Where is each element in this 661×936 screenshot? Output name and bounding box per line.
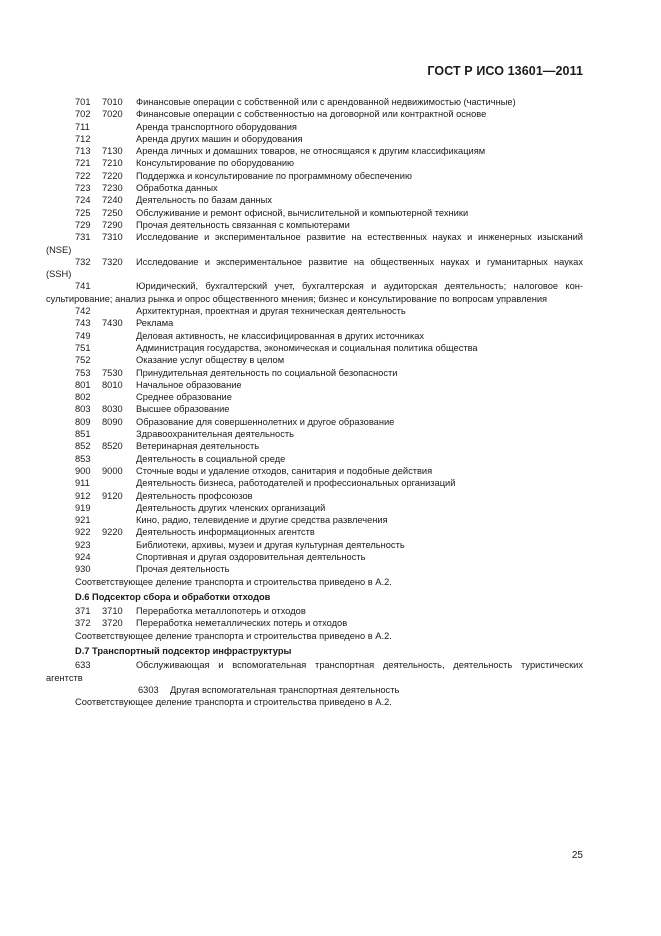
list-item — [46, 133, 583, 145]
activity-description: Деятельность по базам данных — [136, 195, 272, 206]
activity-description: Деятельность других членских организаций — [136, 502, 326, 513]
activity-description: Аренда транспортного оборудования — [136, 121, 297, 132]
activity-description: Обслуживание и ремонт офисной, вычислительной и компьютерной техники — [136, 207, 469, 218]
activity-description: Администрация государства, экономическая и социальная политика общества — [136, 342, 478, 353]
code-3digit: 922 — [75, 527, 91, 538]
code-4digit: 6303 — [138, 684, 159, 695]
code-3digit: 725 — [75, 207, 91, 218]
code-3digit: 851 — [75, 429, 91, 440]
list-item — [46, 502, 583, 514]
list-item — [46, 96, 583, 108]
list-item — [46, 551, 583, 563]
code-4digit: 3710 — [102, 606, 123, 617]
code-4digit: 9120 — [102, 490, 123, 501]
continuation-line: (NSE) — [46, 244, 72, 255]
list-item — [46, 514, 583, 526]
code-3digit: 809 — [75, 416, 91, 427]
code-4digit: 7220 — [102, 170, 123, 181]
list-item-731 — [46, 231, 583, 243]
code-3digit: 372 — [75, 618, 91, 629]
list-item — [46, 108, 583, 120]
code-4digit: 8010 — [102, 379, 123, 390]
page-number: 25 — [571, 850, 583, 861]
activity-description: Сточные воды и удаление отходов, санитария и подобные действия — [136, 465, 433, 476]
code-3digit: 803 — [75, 404, 91, 415]
code-3digit: 711 — [75, 121, 90, 132]
code-4digit: 7010 — [102, 97, 123, 107]
code-3digit: 923 — [75, 539, 91, 550]
code-3digit: 731 — [75, 232, 91, 243]
activity-description: Исследование и экспериментальное развитие на общественных науках и гуманитарных науках — [136, 256, 583, 267]
list-item-633 — [46, 659, 583, 671]
note-paragraph: Соответствующее деление транспорта и строительства приведено в А.2. — [75, 697, 392, 708]
activity-description: Деятельность профсоюзов — [136, 490, 253, 501]
continuation-line: агентств — [46, 672, 83, 683]
activity-description: Финансовые операции с собственностью на договорной или контрактной основе — [136, 109, 487, 120]
list-item — [46, 539, 583, 551]
code-4digit: 7290 — [102, 219, 123, 230]
code-4digit: 8090 — [102, 416, 123, 427]
code-3digit: 900 — [75, 465, 91, 476]
code-4digit: 3720 — [102, 618, 123, 629]
code-3digit: 701 — [75, 97, 91, 107]
list-item — [46, 207, 583, 219]
list-item — [46, 605, 583, 617]
list-item-732 — [46, 256, 583, 268]
section-heading-d6: D.6 Подсектор сбора и обработки отходов — [75, 591, 271, 602]
code-4digit: 7130 — [102, 146, 123, 157]
code-3digit: 853 — [75, 453, 91, 464]
list-item — [46, 170, 583, 182]
code-3digit: 742 — [75, 306, 91, 317]
code-3digit: 741 — [75, 281, 91, 292]
code-3digit: 752 — [75, 355, 91, 366]
activity-description: Прочая деятельность — [136, 564, 230, 575]
code-4digit: 9000 — [102, 465, 123, 476]
activity-description: Ветеринарная деятельность — [136, 441, 260, 452]
activity-description: Аренда личных и домашних товаров, не относящаяся к другим классификациям — [136, 146, 486, 157]
activity-description: Здравоохранительная деятельность — [136, 429, 294, 440]
activity-list-b — [46, 305, 583, 576]
list-item — [46, 354, 583, 366]
code-3digit: 912 — [75, 490, 91, 501]
code-3digit: 911 — [75, 478, 90, 489]
activity-description: Юридический, бухгалтерский учет, бухгалтерская и аудиторская деятельность; налоговое кон- — [136, 281, 583, 292]
code-4digit: 7020 — [102, 109, 123, 120]
list-item — [46, 367, 583, 379]
list-item-6303 — [46, 684, 583, 696]
activity-description: Переработка неметаллических потерь и отходов — [136, 618, 348, 629]
activity-description: Финансовые операции с собственной или с арендованной недвижимостью (частичные) — [136, 97, 516, 107]
list-item — [46, 477, 583, 489]
list-item — [46, 317, 583, 329]
code-3digit: 852 — [75, 441, 91, 452]
code-4digit: 8030 — [102, 404, 123, 415]
code-3digit: 749 — [75, 330, 91, 341]
list-item — [46, 617, 583, 629]
code-3digit: 723 — [75, 183, 91, 194]
code-4digit: 7310 — [102, 232, 123, 243]
activity-description: Аренда других машин и оборудования — [136, 133, 303, 144]
list-item-741 — [46, 280, 583, 292]
activity-description: Начальное образование — [136, 379, 242, 390]
code-3digit: 802 — [75, 392, 91, 403]
activity-description: Поддержка и консультирование по программному обеспечению — [136, 170, 412, 181]
code-3digit: 801 — [75, 379, 91, 390]
document-standard-header: ГОСТ Р ИСО 13601—2011 — [427, 64, 583, 78]
code-3digit: 633 — [75, 660, 91, 671]
list-item — [46, 465, 583, 477]
code-3digit: 753 — [75, 367, 91, 378]
list-item — [46, 305, 583, 317]
list-item — [46, 403, 583, 415]
list-item — [46, 145, 583, 157]
section-heading-d7: D.7 Транспортный подсектор инфраструктуры — [75, 646, 292, 657]
continuation-line: (SSH) — [46, 269, 72, 280]
code-3digit: 919 — [75, 502, 91, 513]
list-item — [46, 526, 583, 538]
activity-list-d6 — [46, 605, 583, 630]
code-3digit: 371 — [75, 606, 91, 617]
activity-description: Принудительная деятельность по социальной безопасности — [136, 367, 398, 378]
code-3digit: 743 — [75, 318, 91, 329]
list-item — [46, 342, 583, 354]
code-3digit: 721 — [75, 158, 91, 169]
code-3digit: 729 — [75, 219, 91, 230]
continuation-line: сультирование; анализ рынка и опрос общественного мнения; бизнес и консультирование по вопросам управления — [46, 293, 548, 304]
document-body — [46, 96, 583, 709]
list-item — [46, 563, 583, 575]
code-3digit: 713 — [75, 146, 91, 157]
activity-description: Обработка данных — [136, 183, 218, 194]
activity-description: Среднее образование — [136, 392, 232, 403]
code-3digit: 732 — [75, 256, 91, 267]
activity-description: Переработка металлопотерь и отходов — [136, 606, 306, 617]
code-4digit: 7240 — [102, 195, 123, 206]
list-item — [46, 453, 583, 465]
code-3digit: 722 — [75, 170, 91, 181]
list-item — [46, 194, 583, 206]
list-item — [46, 219, 583, 231]
code-4digit: 7530 — [102, 367, 123, 378]
activity-description: Архитектурная, проектная и другая техническая деятельность — [136, 306, 406, 317]
activity-description: Библиотеки, архивы, музеи и другая культурная деятельность — [136, 539, 405, 550]
activity-description: Деятельность бизнеса, работодателей и профессиональных организаций — [136, 478, 456, 489]
activity-description: Оказание услуг обществу в целом — [136, 355, 285, 366]
code-4digit: 7250 — [102, 207, 123, 218]
list-item — [46, 379, 583, 391]
activity-description: Обслуживающая и вспомогательная транспортная деятельность, деятельность туристических — [136, 660, 583, 671]
code-3digit: 724 — [75, 195, 91, 206]
code-3digit: 751 — [75, 342, 91, 353]
activity-description: Кино, радио, телевидение и другие средства развлечения — [136, 515, 388, 526]
activity-description: Деятельность информационных агентств — [136, 527, 315, 538]
code-3digit: 924 — [75, 551, 91, 562]
activity-description: Деловая активность, не классифицированная в других источниках — [136, 330, 425, 341]
list-item — [46, 416, 583, 428]
code-3digit: 702 — [75, 109, 91, 120]
activity-description: Реклама — [136, 318, 174, 329]
list-item — [46, 428, 583, 440]
list-item — [46, 182, 583, 194]
code-4digit: 9220 — [102, 527, 123, 538]
note-paragraph: Соответствующее деление транспорта и строительства приведено в А.2. — [75, 576, 392, 587]
activity-description: Прочая деятельность связанная с компьютерами — [136, 219, 350, 230]
activity-description: Высшее образование — [136, 404, 230, 415]
list-item — [46, 440, 583, 452]
list-item — [46, 121, 583, 133]
code-3digit: 930 — [75, 564, 91, 575]
list-item — [46, 391, 583, 403]
activity-description: Образование для совершеннолетних и другое образование — [136, 416, 395, 427]
activity-description: Деятельность в социальной среде — [136, 453, 286, 464]
activity-description: Исследование и экспериментальное развитие на естественных науках и инженерных изысканий — [136, 232, 583, 243]
activity-description: Другая вспомогательная транспортная деятельность — [170, 684, 400, 695]
list-item — [46, 490, 583, 502]
activity-description: Спортивная и другая оздоровительная деятельность — [136, 551, 366, 562]
note-paragraph: Соответствующее деление транспорта и строительства приведено в А.2. — [75, 630, 392, 641]
activity-description: Консультирование по оборудованию — [136, 158, 294, 169]
code-4digit: 7320 — [102, 256, 123, 267]
code-4digit: 8520 — [102, 441, 123, 452]
list-item — [46, 157, 583, 169]
code-3digit: 712 — [75, 133, 91, 144]
list-item — [46, 330, 583, 342]
code-4digit: 7430 — [102, 318, 123, 329]
activity-list-a — [46, 96, 583, 231]
code-3digit: 921 — [75, 515, 91, 526]
code-4digit: 7230 — [102, 183, 123, 194]
code-4digit: 7210 — [102, 158, 123, 169]
